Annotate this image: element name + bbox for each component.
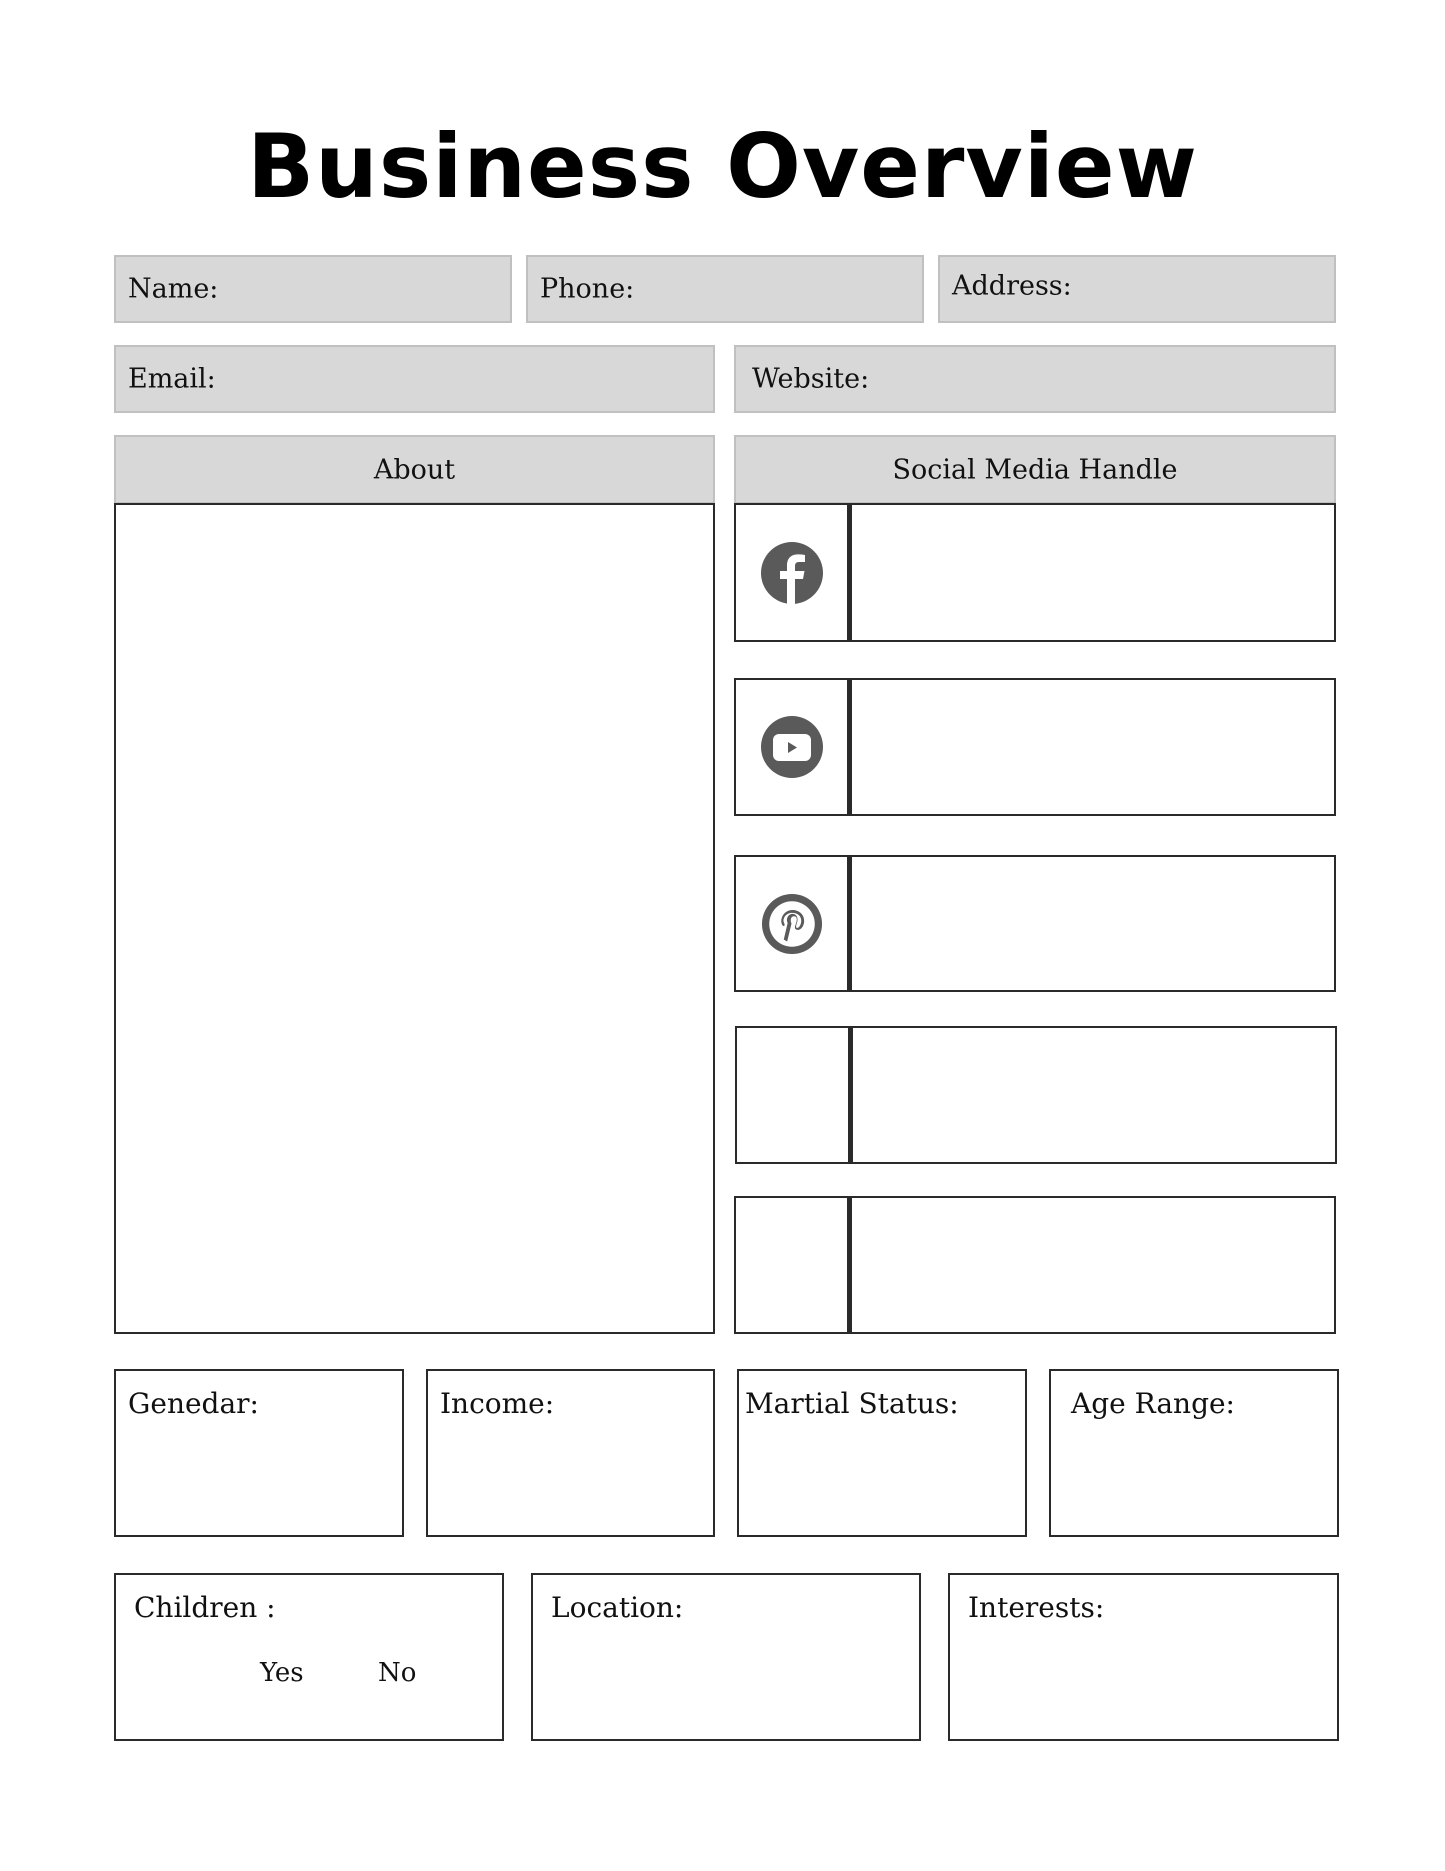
social-header-label: Social Media Handle <box>892 454 1178 485</box>
income-label: Income: <box>440 1387 555 1420</box>
children-no-option[interactable]: No <box>378 1658 417 1688</box>
income-field[interactable] <box>426 1369 715 1537</box>
social-icon-cell-4 <box>735 1026 850 1164</box>
website-label: Website: <box>752 363 870 395</box>
social-header <box>734 435 1336 504</box>
website-field[interactable] <box>734 345 1336 413</box>
social-icon-cell-3 <box>734 855 849 992</box>
phone-field[interactable] <box>526 255 924 323</box>
social-icon-cell-2 <box>734 678 849 816</box>
phone-label: Phone: <box>540 273 635 305</box>
children-label: Children : <box>134 1591 276 1624</box>
name-label: Name: <box>128 273 219 305</box>
age-range-field[interactable] <box>1049 1369 1339 1537</box>
gender-label: Genedar: <box>128 1387 259 1420</box>
children-yes-option[interactable]: Yes <box>260 1658 304 1688</box>
location-label: Location: <box>551 1591 684 1624</box>
children-field[interactable] <box>114 1573 504 1741</box>
location-field[interactable] <box>531 1573 921 1741</box>
interests-label: Interests: <box>968 1591 1105 1624</box>
about-header <box>114 435 715 504</box>
marital-status-label: Martial Status: <box>745 1387 959 1420</box>
youtube-handle-input[interactable] <box>849 678 1336 816</box>
name-field[interactable] <box>114 255 512 323</box>
interests-field[interactable] <box>948 1573 1339 1741</box>
email-field[interactable] <box>114 345 715 413</box>
marital-status-field[interactable] <box>737 1369 1027 1537</box>
youtube-icon <box>760 715 824 779</box>
address-field[interactable] <box>938 255 1336 323</box>
address-label: Address: <box>952 270 1072 302</box>
pinterest-handle-input[interactable] <box>849 855 1336 992</box>
email-label: Email: <box>128 363 216 395</box>
facebook-icon <box>760 541 824 605</box>
social-icon-cell-5 <box>734 1196 849 1334</box>
social-handle-input-5[interactable] <box>849 1196 1336 1334</box>
about-textarea[interactable] <box>114 503 715 1334</box>
about-header-label: About <box>373 454 456 485</box>
page-title: Business Overview <box>247 115 1198 218</box>
pinterest-icon <box>761 893 823 955</box>
social-icon-cell-1 <box>734 503 849 642</box>
age-range-label: Age Range: <box>1071 1387 1235 1420</box>
social-handle-input-4[interactable] <box>850 1026 1337 1164</box>
facebook-handle-input[interactable] <box>849 503 1336 642</box>
gender-field[interactable] <box>114 1369 404 1537</box>
